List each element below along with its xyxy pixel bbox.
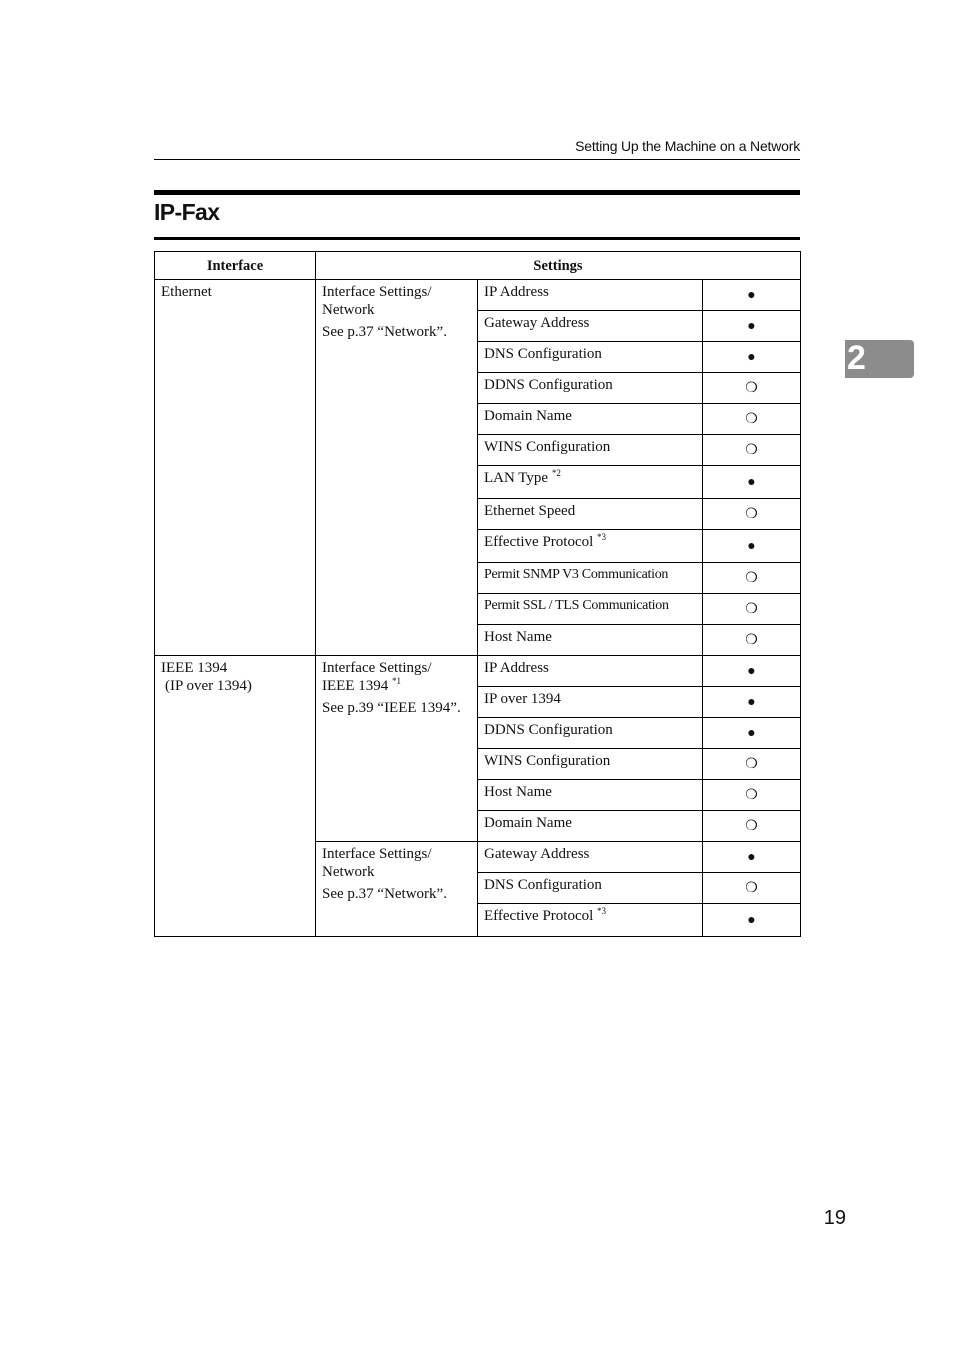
setting-name-cell bbox=[478, 625, 703, 656]
setting-name-cell bbox=[478, 530, 703, 563]
availability-cell bbox=[703, 280, 801, 311]
interface-subtitle: (IP over 1394) bbox=[165, 678, 252, 694]
chapter-tab bbox=[845, 340, 914, 378]
interface-cell-ethernet: Ethernet bbox=[155, 280, 316, 656]
filled-circle-icon: ● bbox=[747, 350, 756, 365]
column-header-settings: Settings bbox=[316, 252, 801, 280]
setting-name: Host Name bbox=[484, 784, 552, 800]
setting-name-cell bbox=[478, 718, 703, 749]
title-rule-top bbox=[154, 190, 800, 195]
group-label-line2-wrap bbox=[322, 677, 471, 695]
title-rule-bottom bbox=[154, 237, 800, 240]
availability-cell bbox=[703, 563, 801, 594]
table-header-row bbox=[155, 252, 801, 280]
setting-name: DNS Configuration bbox=[484, 877, 602, 893]
settings-group-cell bbox=[316, 280, 478, 656]
availability-cell bbox=[703, 594, 801, 625]
setting-name: WINS Configuration bbox=[484, 439, 611, 455]
footnote-ref: *3 bbox=[597, 532, 607, 542]
setting-name-cell bbox=[478, 873, 703, 904]
interface-cell-ieee1394 bbox=[155, 656, 316, 937]
availability-cell bbox=[703, 873, 801, 904]
setting-name-cell bbox=[478, 749, 703, 780]
header-rule bbox=[154, 159, 800, 160]
open-circle-icon: ❍ bbox=[745, 571, 758, 586]
availability-cell bbox=[703, 625, 801, 656]
filled-circle-icon: ● bbox=[747, 913, 756, 928]
filled-circle-icon: ● bbox=[747, 539, 756, 554]
table-row bbox=[155, 280, 801, 311]
setting-name-cell bbox=[478, 842, 703, 873]
setting-name: Gateway Address bbox=[484, 315, 590, 331]
table-row bbox=[155, 656, 801, 687]
availability-cell bbox=[703, 811, 801, 842]
setting-name-cell bbox=[478, 404, 703, 435]
open-circle-icon: ❍ bbox=[745, 757, 758, 772]
setting-name: Effective Protocol bbox=[484, 534, 594, 550]
setting-name-cell bbox=[478, 656, 703, 687]
open-circle-icon: ❍ bbox=[745, 633, 758, 648]
open-circle-icon: ❍ bbox=[745, 881, 758, 896]
setting-name-cell bbox=[478, 342, 703, 373]
page-number: 19 bbox=[823, 1207, 846, 1229]
setting-name: Permit SSL / TLS Communication bbox=[484, 598, 669, 613]
group-label-line1: Interface Settings/ bbox=[322, 660, 432, 676]
availability-cell bbox=[703, 342, 801, 373]
setting-name: Effective Protocol bbox=[484, 908, 594, 924]
setting-name: DNS Configuration bbox=[484, 346, 602, 362]
see-reference-link[interactable]: See p.39 “IEEE 1394”. bbox=[322, 700, 461, 716]
availability-cell bbox=[703, 656, 801, 687]
availability-cell bbox=[703, 904, 801, 937]
setting-name: LAN Type bbox=[484, 470, 549, 486]
setting-name-cell bbox=[478, 594, 703, 625]
setting-name: Permit SNMP V3 Communication bbox=[484, 567, 669, 582]
settings-table bbox=[154, 251, 801, 937]
setting-name: Domain Name bbox=[484, 815, 572, 831]
footnote-ref: *3 bbox=[597, 906, 607, 916]
setting-name: DDNS Configuration bbox=[484, 377, 613, 393]
filled-circle-icon: ● bbox=[747, 726, 756, 741]
availability-cell bbox=[703, 466, 801, 499]
availability-cell bbox=[703, 404, 801, 435]
interface-name: IEEE 1394 bbox=[161, 660, 228, 676]
open-circle-icon: ❍ bbox=[745, 443, 758, 458]
availability-cell bbox=[703, 435, 801, 466]
filled-circle-icon: ● bbox=[747, 664, 756, 679]
open-circle-icon: ❍ bbox=[745, 788, 758, 803]
setting-name-cell bbox=[478, 311, 703, 342]
setting-name-cell bbox=[478, 780, 703, 811]
setting-name: Gateway Address bbox=[484, 846, 590, 862]
group-label-line1: Interface Settings/ bbox=[322, 846, 432, 862]
setting-name: WINS Configuration bbox=[484, 753, 611, 769]
open-circle-icon: ❍ bbox=[745, 412, 758, 427]
availability-cell bbox=[703, 780, 801, 811]
filled-circle-icon: ● bbox=[747, 695, 756, 710]
footnote-ref: *2 bbox=[551, 468, 561, 478]
group-label-line1: Interface Settings/ bbox=[322, 284, 432, 300]
setting-name: DDNS Configuration bbox=[484, 722, 613, 738]
setting-name: IP Address bbox=[484, 660, 549, 676]
settings-group-cell bbox=[316, 842, 478, 937]
availability-cell bbox=[703, 687, 801, 718]
open-circle-icon: ❍ bbox=[745, 819, 758, 834]
filled-circle-icon: ● bbox=[747, 319, 756, 334]
availability-cell bbox=[703, 530, 801, 563]
footnote-ref: *1 bbox=[391, 676, 401, 686]
setting-name-cell bbox=[478, 466, 703, 499]
setting-name-cell bbox=[478, 563, 703, 594]
section-title: IP-Fax bbox=[154, 199, 220, 225]
see-reference-link[interactable]: See p.37 “Network”. bbox=[322, 324, 447, 340]
filled-circle-icon: ● bbox=[747, 850, 756, 865]
filled-circle-icon: ● bbox=[747, 288, 756, 303]
group-label-line2-wrap bbox=[322, 863, 471, 881]
setting-name: Domain Name bbox=[484, 408, 572, 424]
setting-name-cell bbox=[478, 811, 703, 842]
setting-name: IP Address bbox=[484, 284, 549, 300]
setting-name-cell bbox=[478, 435, 703, 466]
running-header: Setting Up the Machine on a Network bbox=[575, 138, 800, 154]
column-header-interface: Interface bbox=[155, 252, 316, 280]
availability-cell bbox=[703, 718, 801, 749]
availability-cell bbox=[703, 499, 801, 530]
group-label-line2: Network bbox=[322, 864, 375, 880]
availability-cell bbox=[703, 749, 801, 780]
settings-group-cell bbox=[316, 656, 478, 842]
group-label-line2-wrap bbox=[322, 301, 471, 319]
setting-name-cell bbox=[478, 280, 703, 311]
availability-cell bbox=[703, 842, 801, 873]
see-reference-link[interactable]: See p.37 “Network”. bbox=[322, 886, 447, 902]
setting-name: IP over 1394 bbox=[484, 691, 561, 707]
setting-name-cell bbox=[478, 499, 703, 530]
availability-cell bbox=[703, 373, 801, 404]
setting-name: Ethernet Speed bbox=[484, 503, 576, 519]
group-label-line2: IEEE 1394 bbox=[322, 678, 389, 694]
setting-name-cell bbox=[478, 904, 703, 937]
open-circle-icon: ❍ bbox=[745, 602, 758, 617]
open-circle-icon: ❍ bbox=[745, 381, 758, 396]
availability-cell bbox=[703, 311, 801, 342]
setting-name-cell bbox=[478, 373, 703, 404]
setting-name: Host Name bbox=[484, 629, 552, 645]
chapter-number: 2 bbox=[847, 339, 866, 377]
filled-circle-icon: ● bbox=[747, 475, 756, 490]
open-circle-icon: ❍ bbox=[745, 507, 758, 522]
group-label-line2: Network bbox=[322, 302, 375, 318]
setting-name-cell bbox=[478, 687, 703, 718]
